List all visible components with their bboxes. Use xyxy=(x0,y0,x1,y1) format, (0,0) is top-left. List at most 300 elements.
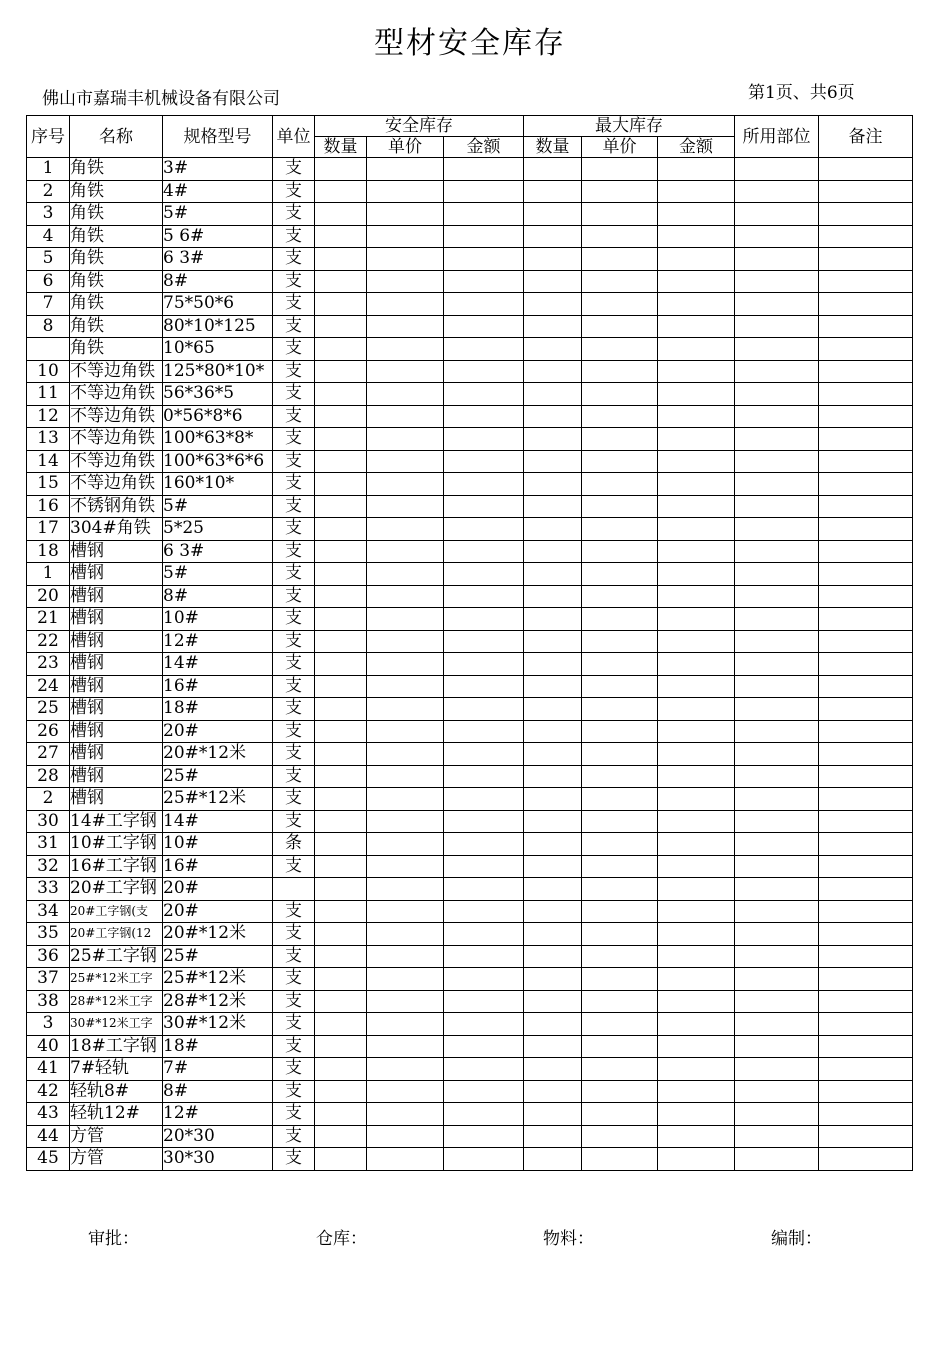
safe-amount-cell xyxy=(444,428,524,451)
row-unit: 支 xyxy=(273,608,315,631)
safe-qty-cell xyxy=(315,293,367,316)
row-spec: 20*30 xyxy=(163,1125,273,1148)
remark-cell xyxy=(819,203,913,226)
max-price-cell xyxy=(582,1148,658,1171)
remark-cell xyxy=(819,1080,913,1103)
remark-cell xyxy=(819,878,913,901)
dept-cell xyxy=(735,158,819,181)
remark-cell xyxy=(819,338,913,361)
row-name: 不等边角铁 xyxy=(70,360,163,383)
safe-qty-cell xyxy=(315,1103,367,1126)
max-amount-cell xyxy=(658,923,735,946)
row-seq xyxy=(27,338,70,361)
table-row xyxy=(27,563,913,586)
table-row xyxy=(27,878,913,901)
max-price-cell xyxy=(582,518,658,541)
table-row xyxy=(27,923,913,946)
row-unit: 支 xyxy=(273,810,315,833)
row-name: 方管 xyxy=(70,1125,163,1148)
row-seq: 21 xyxy=(27,608,70,631)
safe-qty-cell xyxy=(315,630,367,653)
max-qty-cell xyxy=(524,788,582,811)
row-unit: 支 xyxy=(273,968,315,991)
row-name: 角铁 xyxy=(70,315,163,338)
max-qty-cell xyxy=(524,180,582,203)
row-spec: 20# xyxy=(163,900,273,923)
safe-price-cell xyxy=(367,540,444,563)
table-row xyxy=(27,315,913,338)
row-name: 10#工字钢 xyxy=(70,833,163,856)
table-row xyxy=(27,1013,913,1036)
safe-price-cell xyxy=(367,270,444,293)
max-price-cell xyxy=(582,1013,658,1036)
max-qty-cell xyxy=(524,1080,582,1103)
remark-cell xyxy=(819,495,913,518)
table-row xyxy=(27,788,913,811)
safe-price-cell xyxy=(367,338,444,361)
row-spec: 80*10*125 xyxy=(163,315,273,338)
safe-qty-cell xyxy=(315,945,367,968)
dept-cell xyxy=(735,563,819,586)
row-spec: 18# xyxy=(163,1035,273,1058)
table-row xyxy=(27,945,913,968)
safe-amount-cell xyxy=(444,450,524,473)
header-seq: 序号 xyxy=(27,116,70,158)
header-spec: 规格型号 xyxy=(163,116,273,158)
row-spec: 14# xyxy=(163,810,273,833)
max-amount-cell xyxy=(658,270,735,293)
header-safe-price: 单价 xyxy=(367,137,444,158)
safe-qty-cell xyxy=(315,675,367,698)
header-name: 名称 xyxy=(70,116,163,158)
max-qty-cell xyxy=(524,1058,582,1081)
row-spec: 20# xyxy=(163,720,273,743)
safe-amount-cell xyxy=(444,990,524,1013)
safe-amount-cell xyxy=(444,630,524,653)
row-name: 槽钢 xyxy=(70,563,163,586)
row-seq: 1 xyxy=(27,563,70,586)
safe-price-cell xyxy=(367,923,444,946)
row-name: 槽钢 xyxy=(70,653,163,676)
row-spec: 28#*12米 xyxy=(163,990,273,1013)
max-amount-cell xyxy=(658,585,735,608)
safe-price-cell xyxy=(367,450,444,473)
dept-cell xyxy=(735,450,819,473)
max-qty-cell xyxy=(524,1035,582,1058)
dept-cell xyxy=(735,765,819,788)
safe-amount-cell xyxy=(444,1125,524,1148)
row-name: 角铁 xyxy=(70,203,163,226)
row-name: 20#工字钢 xyxy=(70,878,163,901)
safe-qty-cell xyxy=(315,788,367,811)
safe-price-cell xyxy=(367,765,444,788)
safe-amount-cell xyxy=(444,338,524,361)
row-spec: 25# xyxy=(163,945,273,968)
table-row xyxy=(27,1058,913,1081)
row-unit: 支 xyxy=(273,788,315,811)
max-amount-cell xyxy=(658,698,735,721)
max-amount-cell xyxy=(658,788,735,811)
row-spec: 0*56*8*6 xyxy=(163,405,273,428)
table-row xyxy=(27,383,913,406)
row-unit: 支 xyxy=(273,203,315,226)
safe-qty-cell xyxy=(315,338,367,361)
row-seq: 5 xyxy=(27,248,70,271)
max-qty-cell xyxy=(524,248,582,271)
row-seq: 44 xyxy=(27,1125,70,1148)
row-spec: 5# xyxy=(163,203,273,226)
remark-cell xyxy=(819,923,913,946)
row-name: 槽钢 xyxy=(70,698,163,721)
safe-price-cell xyxy=(367,360,444,383)
row-seq: 18 xyxy=(27,540,70,563)
max-price-cell xyxy=(582,1080,658,1103)
max-amount-cell xyxy=(658,1080,735,1103)
row-unit: 支 xyxy=(273,248,315,271)
row-seq: 33 xyxy=(27,878,70,901)
row-name: 不等边角铁 xyxy=(70,428,163,451)
max-price-cell xyxy=(582,360,658,383)
safe-amount-cell xyxy=(444,473,524,496)
safe-qty-cell xyxy=(315,225,367,248)
remark-cell xyxy=(819,900,913,923)
row-spec: 125*80*10* xyxy=(163,360,273,383)
max-price-cell xyxy=(582,383,658,406)
max-price-cell xyxy=(582,585,658,608)
row-unit: 支 xyxy=(273,1058,315,1081)
remark-cell xyxy=(819,788,913,811)
row-name: 304#角铁 xyxy=(70,518,163,541)
row-seq: 42 xyxy=(27,1080,70,1103)
inventory-table xyxy=(26,115,913,1171)
max-price-cell xyxy=(582,270,658,293)
max-price-cell xyxy=(582,855,658,878)
row-name: 槽钢 xyxy=(70,720,163,743)
row-unit: 支 xyxy=(273,180,315,203)
safe-amount-cell xyxy=(444,945,524,968)
safe-qty-cell xyxy=(315,923,367,946)
remark-cell xyxy=(819,608,913,631)
safe-price-cell xyxy=(367,428,444,451)
dept-cell xyxy=(735,788,819,811)
max-price-cell xyxy=(582,833,658,856)
row-seq: 12 xyxy=(27,405,70,428)
row-name: 槽钢 xyxy=(70,585,163,608)
dept-cell xyxy=(735,338,819,361)
max-qty-cell xyxy=(524,473,582,496)
dept-cell xyxy=(735,428,819,451)
row-unit: 支 xyxy=(273,518,315,541)
safe-qty-cell xyxy=(315,765,367,788)
table-row xyxy=(27,855,913,878)
row-seq: 14 xyxy=(27,450,70,473)
dept-cell xyxy=(735,1035,819,1058)
max-qty-cell xyxy=(524,720,582,743)
row-spec: 4# xyxy=(163,180,273,203)
safe-price-cell xyxy=(367,1035,444,1058)
max-price-cell xyxy=(582,1058,658,1081)
row-unit: 支 xyxy=(273,585,315,608)
safe-qty-cell xyxy=(315,360,367,383)
row-name: 不等边角铁 xyxy=(70,473,163,496)
table-row xyxy=(27,900,913,923)
remark-cell xyxy=(819,158,913,181)
row-spec: 25#*12米 xyxy=(163,788,273,811)
safe-price-cell xyxy=(367,743,444,766)
max-price-cell xyxy=(582,315,658,338)
row-seq: 37 xyxy=(27,968,70,991)
row-name: 18#工字钢 xyxy=(70,1035,163,1058)
row-unit: 支 xyxy=(273,338,315,361)
table-row xyxy=(27,360,913,383)
row-seq: 24 xyxy=(27,675,70,698)
dept-cell xyxy=(735,495,819,518)
table-row xyxy=(27,473,913,496)
max-amount-cell xyxy=(658,608,735,631)
row-seq: 3 xyxy=(27,1013,70,1036)
dept-cell xyxy=(735,293,819,316)
safe-amount-cell xyxy=(444,315,524,338)
table-row xyxy=(27,293,913,316)
dept-cell xyxy=(735,225,819,248)
max-amount-cell xyxy=(658,653,735,676)
safe-price-cell xyxy=(367,1080,444,1103)
max-price-cell xyxy=(582,293,658,316)
remark-cell xyxy=(819,383,913,406)
row-seq: 43 xyxy=(27,1103,70,1126)
safe-amount-cell xyxy=(444,360,524,383)
safe-qty-cell xyxy=(315,585,367,608)
row-unit: 支 xyxy=(273,225,315,248)
max-qty-cell xyxy=(524,225,582,248)
safe-price-cell xyxy=(367,315,444,338)
row-spec: 30#*12米 xyxy=(163,1013,273,1036)
row-spec: 12# xyxy=(163,630,273,653)
remark-cell xyxy=(819,1148,913,1171)
row-seq: 15 xyxy=(27,473,70,496)
row-unit: 支 xyxy=(273,653,315,676)
max-amount-cell xyxy=(658,675,735,698)
safe-price-cell xyxy=(367,900,444,923)
safe-qty-cell xyxy=(315,810,367,833)
max-qty-cell xyxy=(524,383,582,406)
safe-qty-cell xyxy=(315,743,367,766)
safe-amount-cell xyxy=(444,270,524,293)
safe-qty-cell xyxy=(315,900,367,923)
footer-material: 物料： xyxy=(543,1229,594,1249)
max-price-cell xyxy=(582,653,658,676)
max-amount-cell xyxy=(658,450,735,473)
row-seq: 31 xyxy=(27,833,70,856)
safe-qty-cell xyxy=(315,383,367,406)
company-name: 佛山市嘉瑞丰机械设备有限公司 xyxy=(42,89,280,109)
max-amount-cell xyxy=(658,855,735,878)
row-unit: 支 xyxy=(273,360,315,383)
row-spec: 8# xyxy=(163,270,273,293)
table-row xyxy=(27,968,913,991)
safe-qty-cell xyxy=(315,1035,367,1058)
safe-amount-cell xyxy=(444,743,524,766)
safe-qty-cell xyxy=(315,1125,367,1148)
dept-cell xyxy=(735,383,819,406)
safe-qty-cell xyxy=(315,495,367,518)
safe-price-cell xyxy=(367,855,444,878)
row-seq: 28 xyxy=(27,765,70,788)
safe-price-cell xyxy=(367,788,444,811)
remark-cell xyxy=(819,225,913,248)
row-seq: 30 xyxy=(27,810,70,833)
dept-cell xyxy=(735,698,819,721)
dept-cell xyxy=(735,1013,819,1036)
max-qty-cell xyxy=(524,563,582,586)
safe-qty-cell xyxy=(315,248,367,271)
remark-cell xyxy=(819,630,913,653)
safe-price-cell xyxy=(367,1058,444,1081)
max-price-cell xyxy=(582,810,658,833)
safe-price-cell xyxy=(367,225,444,248)
row-spec: 20#*12米 xyxy=(163,923,273,946)
row-name: 槽钢 xyxy=(70,765,163,788)
row-seq: 36 xyxy=(27,945,70,968)
max-amount-cell xyxy=(658,878,735,901)
remark-cell xyxy=(819,945,913,968)
max-price-cell xyxy=(582,248,658,271)
max-qty-cell xyxy=(524,608,582,631)
row-spec: 25#*12米 xyxy=(163,968,273,991)
table-row xyxy=(27,698,913,721)
dept-cell xyxy=(735,720,819,743)
max-qty-cell xyxy=(524,675,582,698)
max-qty-cell xyxy=(524,698,582,721)
table-row xyxy=(27,158,913,181)
table-row xyxy=(27,338,913,361)
row-unit: 支 xyxy=(273,1013,315,1036)
safe-price-cell xyxy=(367,608,444,631)
safe-amount-cell xyxy=(444,585,524,608)
max-price-cell xyxy=(582,788,658,811)
safe-amount-cell xyxy=(444,855,524,878)
row-name: 30#*12米工字 xyxy=(70,1013,163,1036)
safe-amount-cell xyxy=(444,1013,524,1036)
table-row xyxy=(27,653,913,676)
row-seq: 6 xyxy=(27,270,70,293)
dept-cell xyxy=(735,405,819,428)
safe-qty-cell xyxy=(315,473,367,496)
max-price-cell xyxy=(582,675,658,698)
row-unit: 支 xyxy=(273,923,315,946)
max-price-cell xyxy=(582,765,658,788)
row-seq: 22 xyxy=(27,630,70,653)
safe-price-cell xyxy=(367,383,444,406)
row-name: 不等边角铁 xyxy=(70,383,163,406)
table-row xyxy=(27,428,913,451)
safe-amount-cell xyxy=(444,158,524,181)
row-seq: 40 xyxy=(27,1035,70,1058)
safe-price-cell xyxy=(367,1103,444,1126)
table-row xyxy=(27,450,913,473)
dept-cell xyxy=(735,180,819,203)
row-spec: 6 3# xyxy=(163,248,273,271)
safe-amount-cell xyxy=(444,1103,524,1126)
safe-amount-cell xyxy=(444,1058,524,1081)
row-unit: 支 xyxy=(273,675,315,698)
max-amount-cell xyxy=(658,383,735,406)
max-qty-cell xyxy=(524,158,582,181)
safe-amount-cell xyxy=(444,225,524,248)
table-row xyxy=(27,1103,913,1126)
dept-cell xyxy=(735,675,819,698)
remark-cell xyxy=(819,968,913,991)
safe-price-cell xyxy=(367,563,444,586)
header-max-stock: 最大库存 xyxy=(524,116,735,137)
safe-price-cell xyxy=(367,968,444,991)
row-unit: 支 xyxy=(273,630,315,653)
max-qty-cell xyxy=(524,1125,582,1148)
dept-cell xyxy=(735,203,819,226)
safe-amount-cell xyxy=(444,495,524,518)
row-name: 槽钢 xyxy=(70,630,163,653)
dept-cell xyxy=(735,1058,819,1081)
table-row xyxy=(27,630,913,653)
max-amount-cell xyxy=(658,518,735,541)
safe-amount-cell xyxy=(444,1080,524,1103)
dept-cell xyxy=(735,518,819,541)
table-row xyxy=(27,270,913,293)
safe-price-cell xyxy=(367,518,444,541)
table-row xyxy=(27,518,913,541)
safe-price-cell xyxy=(367,720,444,743)
max-amount-cell xyxy=(658,833,735,856)
max-qty-cell xyxy=(524,450,582,473)
row-seq: 35 xyxy=(27,923,70,946)
table-row xyxy=(27,743,913,766)
table-row xyxy=(27,833,913,856)
dept-cell xyxy=(735,1103,819,1126)
remark-cell xyxy=(819,1035,913,1058)
row-spec: 16# xyxy=(163,675,273,698)
row-unit: 支 xyxy=(273,158,315,181)
dept-cell xyxy=(735,743,819,766)
remark-cell xyxy=(819,1125,913,1148)
max-qty-cell xyxy=(524,518,582,541)
max-amount-cell xyxy=(658,338,735,361)
row-unit: 支 xyxy=(273,293,315,316)
table-row xyxy=(27,765,913,788)
dept-cell xyxy=(735,945,819,968)
remark-cell xyxy=(819,428,913,451)
safe-amount-cell xyxy=(444,900,524,923)
dept-cell xyxy=(735,270,819,293)
max-qty-cell xyxy=(524,990,582,1013)
row-unit: 支 xyxy=(273,720,315,743)
safe-amount-cell xyxy=(444,203,524,226)
row-seq: 16 xyxy=(27,495,70,518)
table-row xyxy=(27,248,913,271)
safe-qty-cell xyxy=(315,1148,367,1171)
row-name: 槽钢 xyxy=(70,743,163,766)
max-qty-cell xyxy=(524,270,582,293)
max-qty-cell xyxy=(524,878,582,901)
safe-qty-cell xyxy=(315,405,367,428)
max-price-cell xyxy=(582,968,658,991)
remark-cell xyxy=(819,450,913,473)
max-amount-cell xyxy=(658,1103,735,1126)
row-name: 角铁 xyxy=(70,248,163,271)
row-seq: 27 xyxy=(27,743,70,766)
table-row xyxy=(27,810,913,833)
row-name: 25#*12米工字 xyxy=(70,968,163,991)
max-price-cell xyxy=(582,405,658,428)
